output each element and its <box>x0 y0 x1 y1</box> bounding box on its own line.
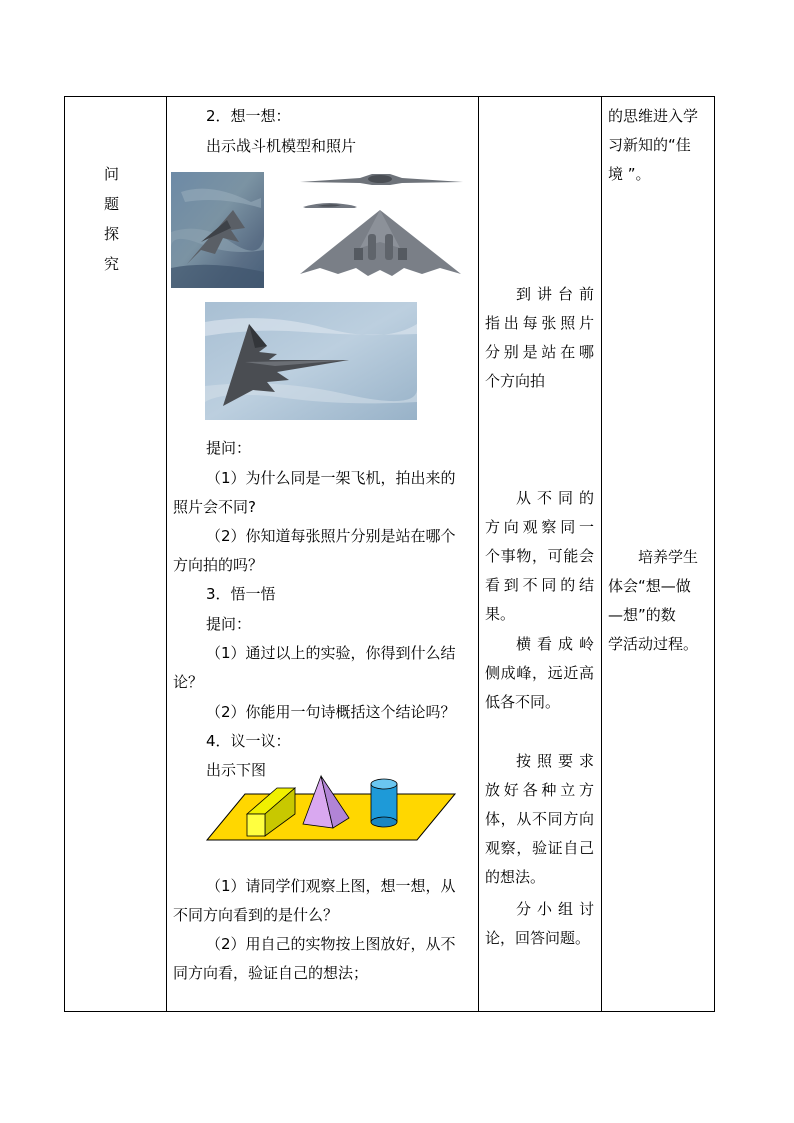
student-activity-2-line-4: 看到不同的结 <box>485 576 594 594</box>
section2-instruction: 出示战斗机模型和照片 <box>206 137 357 155</box>
solids-on-plane-figure <box>203 774 459 848</box>
section4-instruction: 出示下图 <box>206 761 267 779</box>
aircraft-photo-landscape <box>171 172 264 288</box>
table-border-bottom <box>64 1011 715 1012</box>
design-intent-2-line-4: 学活动过程。 <box>608 635 699 653</box>
stage-label-char-2: 题 <box>104 195 120 213</box>
student-activity-5-line-2: 论，回答问题。 <box>485 929 591 947</box>
student-activity-4-line-5: 的想法。 <box>485 868 546 886</box>
student-activity-4-line-4: 观察，验证自己 <box>485 839 594 857</box>
aircraft-photo-bottom-view <box>300 208 461 278</box>
student-activity-3-line-2: 侧成峰，远近高 <box>485 664 594 682</box>
aircraft-photo-in-flight <box>205 302 417 420</box>
student-activity-2-line-5: 果。 <box>485 605 516 623</box>
question-3-line-2: 论？ <box>173 673 204 691</box>
student-activity-2-line-2: 方向观察同一 <box>485 518 594 536</box>
question-intro: 提问： <box>206 439 252 457</box>
table-divider-2 <box>478 96 479 1012</box>
design-intent-2-line-1: 培养学生 <box>638 548 699 566</box>
section3-heading: 3．悟一悟 <box>206 585 276 603</box>
student-activity-3-line-1: 横看成岭 <box>516 635 594 653</box>
student-activity-2-line-3: 个事物，可能会 <box>485 547 594 565</box>
table-border-top <box>64 96 715 97</box>
task-2-line-1: （2）用自己的实物按上图放好，从不 <box>206 935 456 953</box>
student-activity-5-line-1: 分小组讨 <box>516 900 594 918</box>
question-1-line-1: （1）为什么同是一架飞机，拍出来的 <box>206 469 456 487</box>
stage-label-char-3: 探 <box>104 225 120 243</box>
student-activity-4-line-2: 放好各种立方 <box>485 781 594 799</box>
task-1-line-2: 不同方向看到的是什么？ <box>173 906 339 924</box>
question-3-line-1: （1）通过以上的实验，你得到什么结 <box>206 644 456 662</box>
student-activity-2-line-1: 从不同的 <box>516 489 594 507</box>
design-intent-1-line-2: 习新知的“佳 <box>608 136 691 154</box>
student-activity-1-line-2: 指出每张照片 <box>485 314 594 332</box>
design-intent-1-line-3: 境 ”。 <box>608 165 651 183</box>
table-border-right <box>714 96 715 1012</box>
question-intro-2: 提问： <box>206 615 252 633</box>
stage-label-char-1: 问 <box>104 165 120 183</box>
student-activity-4-line-3: 体，从不同方向 <box>485 810 594 828</box>
table-border-left <box>64 96 65 1012</box>
stage-label-char-4: 究 <box>104 255 120 273</box>
design-intent-2-line-3: —想”的数 <box>608 606 676 624</box>
student-activity-4-line-1: 按照要求 <box>516 752 594 770</box>
design-intent-1-line-1: 的思维进入学 <box>608 107 699 125</box>
student-activity-1-line-4: 个方向拍 <box>485 372 546 390</box>
section2-heading: 2．想一想： <box>206 107 291 125</box>
task-2-line-2: 同方向看，验证自己的想法； <box>173 964 369 982</box>
question-4-line-1: （2）你能用一句诗概括这个结论吗？ <box>206 703 456 721</box>
student-activity-3-line-3: 低各不同。 <box>485 693 561 711</box>
section4-heading: 4．议一议： <box>206 732 291 750</box>
student-activity-1-line-1: 到讲台前 <box>516 285 594 303</box>
student-activity-1-line-3: 分别是站在哪 <box>485 343 594 361</box>
question-1-line-2: 照片会不同? <box>173 498 256 516</box>
task-1-line-1: （1）请同学们观察上图，想一想，从 <box>206 877 456 895</box>
question-2-line-1: （2）你知道每张照片分别是站在哪个 <box>206 527 456 545</box>
aircraft-photo-front-view <box>300 172 463 188</box>
question-2-line-2: 方向拍的吗？ <box>173 556 264 574</box>
table-divider-3 <box>601 96 602 1012</box>
design-intent-2-line-2: 体会“想—做 <box>608 577 691 595</box>
table-divider-1 <box>166 96 167 1012</box>
